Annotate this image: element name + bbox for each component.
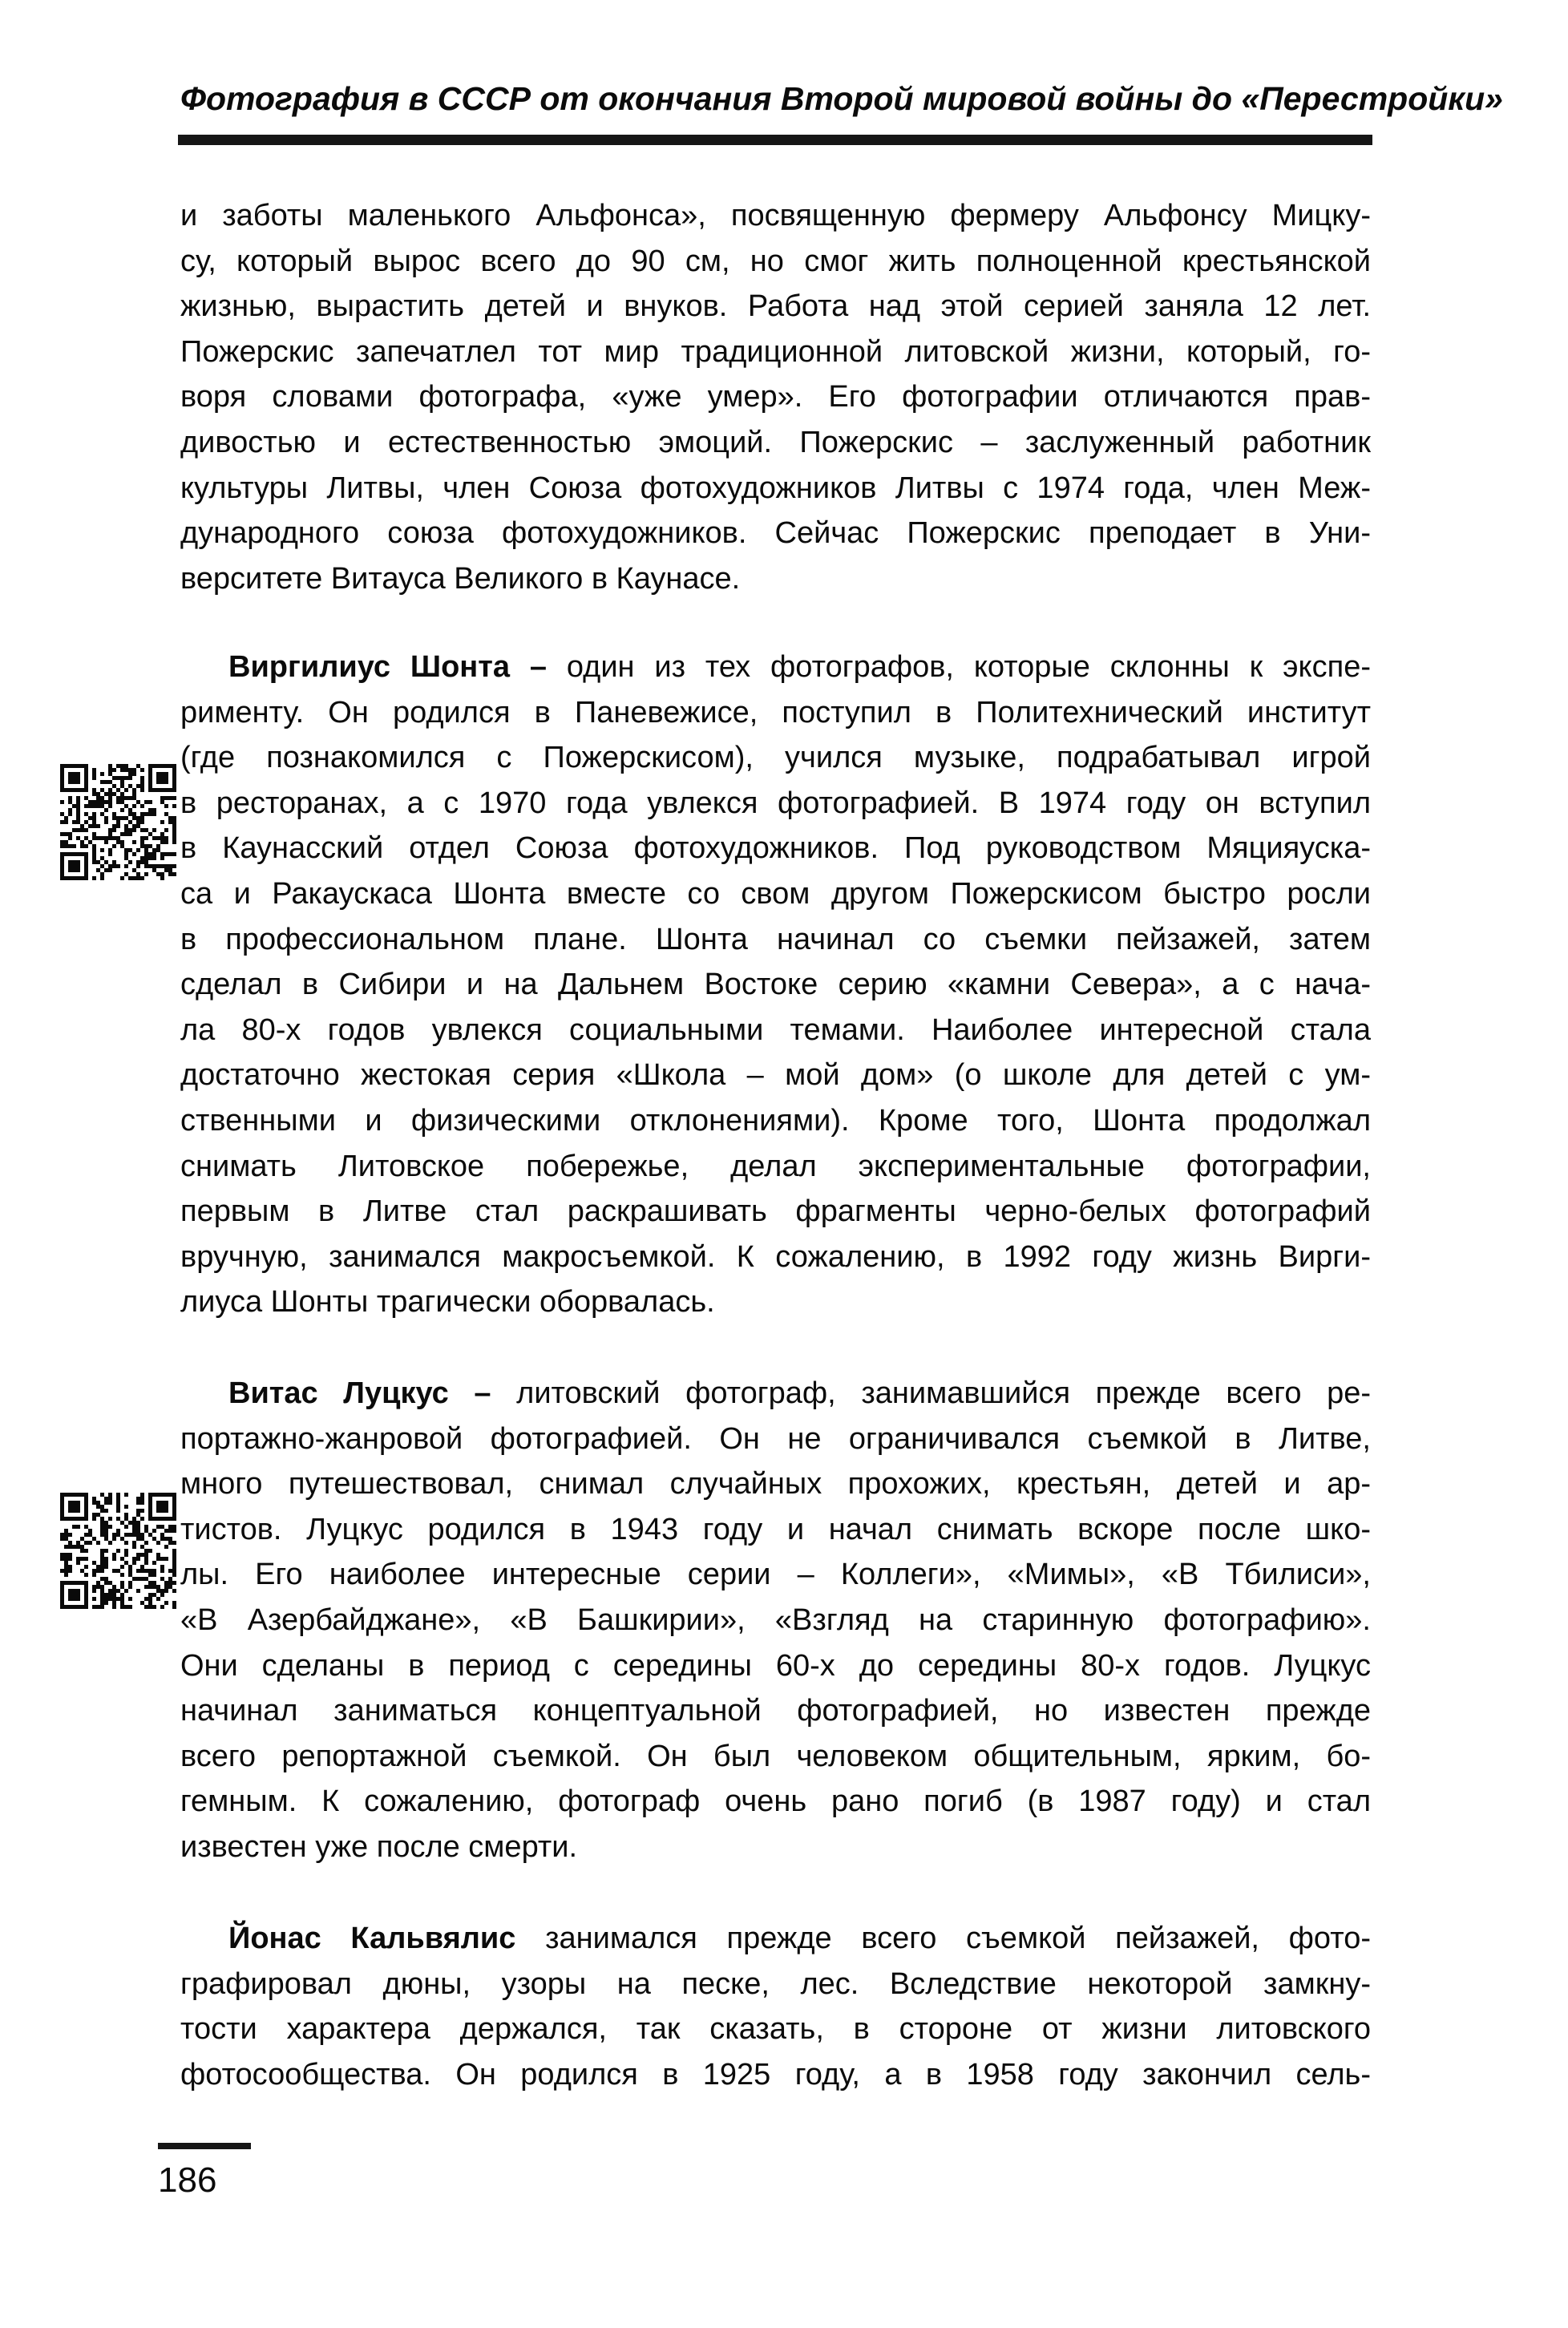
text-line: культуры Литвы, член Союза фотохудожников Литвы с 1974 года, член Меж- <box>180 471 1371 505</box>
text-line: тости характера держался, так сказать, в стороне от жизни литовского <box>180 2012 1371 2047</box>
text-line: лиуса Шонты трагически оборвалась. <box>180 1285 715 1320</box>
text-line: са и Ракаускаса Шонта вместе со свом другом Пожерскисом быстро росли <box>180 876 1371 911</box>
paragraph <box>180 193 1371 601</box>
text-line: Они сделаны в период с середины 60-х до середины 80-х годов. Луцкус <box>180 1648 1371 1683</box>
text-line: (где познакомился с Пожерскисом), учился музыке, подрабатывал игрой <box>180 741 1371 775</box>
paragraph <box>180 1371 1371 1870</box>
text-line: дународного союза фотохудожников. Сейчас Пожерскис преподает в Уни- <box>180 516 1371 551</box>
footer-rule <box>158 2143 251 2149</box>
text-line <box>180 1371 1371 1417</box>
header-rule <box>178 135 1372 145</box>
text-line: лы. Его наиболее интересные серии – Коллеги», «Мимы», «В Тбилиси», <box>180 1558 1371 1592</box>
running-head-title: Фотография в СССР от окончания Второй мировой войны до «Перестройки» <box>180 80 1503 117</box>
text-line: в Каунасский отдел Союза фотохудожников. Под руководством Мяцияуска- <box>180 831 1371 866</box>
text-line: всего репортажной съемкой. Он был человеком общительным, ярким, бо- <box>180 1739 1371 1773</box>
text-line: графировал дюны, узоры на песке, лес. Вследствие некоторой замкну- <box>180 1966 1371 2001</box>
text-line: достаточно жестокая серия «Школа – мой дом» (о школе для детей с ум- <box>180 1058 1371 1093</box>
text-line: портажно-жанровой фотографией. Он не ограничивался съемкой в Литве, <box>180 1421 1371 1456</box>
text-line: ла 80-х годов увлекся социальными темами. Наиболее интересной стала <box>180 1012 1371 1047</box>
text-line: воря словами фотографа, «уже умер». Его фотографии отличаются прав- <box>180 380 1371 414</box>
text-line: известен уже после смерти. <box>180 1829 578 1864</box>
text-line: сделал в Сибири и на Дальнем Востоке серию «камни Севера», а с нача- <box>180 968 1371 1002</box>
paragraph <box>180 1916 1371 2097</box>
text-line: в ресторанах, а с 1970 года увлекся фотографией. В 1974 году он вступил <box>180 786 1371 820</box>
text-line: су, который вырос всего до 90 см, но смог жить полноценной крестьянской <box>180 244 1371 278</box>
text-line: жизнью, вырастить детей и внуков. Работа над этой серией заняла 12 лет. <box>180 289 1371 324</box>
text-line: Пожерскис запечатлел тот мир традиционной литовской жизни, который, го- <box>180 334 1371 369</box>
text-line: и заботы маленького Альфонса», посвященную фермеру Альфонсу Мицку- <box>180 199 1371 232</box>
text-line: фотосообщества. Он родился в 1925 году, а в 1958 году закончил сель- <box>180 2057 1371 2092</box>
qr-code <box>60 1493 176 1609</box>
text-span: литовский фотограф, занимавшийся прежде всего ре- <box>516 1376 1371 1410</box>
text-line: рименту. Он родился в Паневежисе, поступил в Политехнический институт <box>180 695 1371 730</box>
text-line <box>180 645 1371 690</box>
person-name: Витас Луцкус – <box>228 1376 517 1410</box>
text-line: «В Азербайджане», «В Башкирии», «Взгляд на старинную фотографию». <box>180 1603 1371 1637</box>
text-line: много путешествовал, снимал случайных прохожих, крестьян, детей и ар- <box>180 1467 1371 1501</box>
text-line: вручную, занимался макросъемкой. К сожалению, в 1992 году жизнь Вирги- <box>180 1239 1371 1274</box>
page-number: 186 <box>158 2160 217 2200</box>
text-line: первым в Литве стал раскрашивать фрагменты черно-белых фотографий <box>180 1194 1371 1229</box>
text-line: дивостью и естественностью эмоций. Пожерскис – заслуженный работник <box>180 425 1371 459</box>
text-line <box>180 1916 1371 1962</box>
text-line: тистов. Луцкус родился в 1943 году и начал снимать вскоре после шко- <box>180 1512 1371 1546</box>
text-span: один из тех фотографов, которые склонны к экспе- <box>566 650 1371 684</box>
person-name: Виргилиус Шонта – <box>228 650 567 684</box>
person-name: Йонас Кальвялис <box>228 1922 546 1955</box>
text-line: верситете Витауса Великого в Каунасе. <box>180 561 741 596</box>
text-line: гемным. К сожалению, фотограф очень рано погиб (в 1987 году) и стал <box>180 1784 1371 1819</box>
text-line: начинал заниматься концептуальной фотографией, но известен прежде <box>180 1694 1371 1728</box>
text-line: снимать Литовское побережье, делал экспериментальные фотографии, <box>180 1149 1371 1183</box>
text-span: занимался прежде всего съемкой пейзажей, фото- <box>545 1922 1371 1955</box>
qr-code <box>60 764 176 880</box>
text-line: ственными и физическими отклонениями). Кроме того, Шонта продолжал <box>180 1103 1371 1138</box>
text-line: в профессиональном плане. Шонта начинал со съемки пейзажей, затем <box>180 922 1371 956</box>
paragraph <box>180 645 1371 1325</box>
